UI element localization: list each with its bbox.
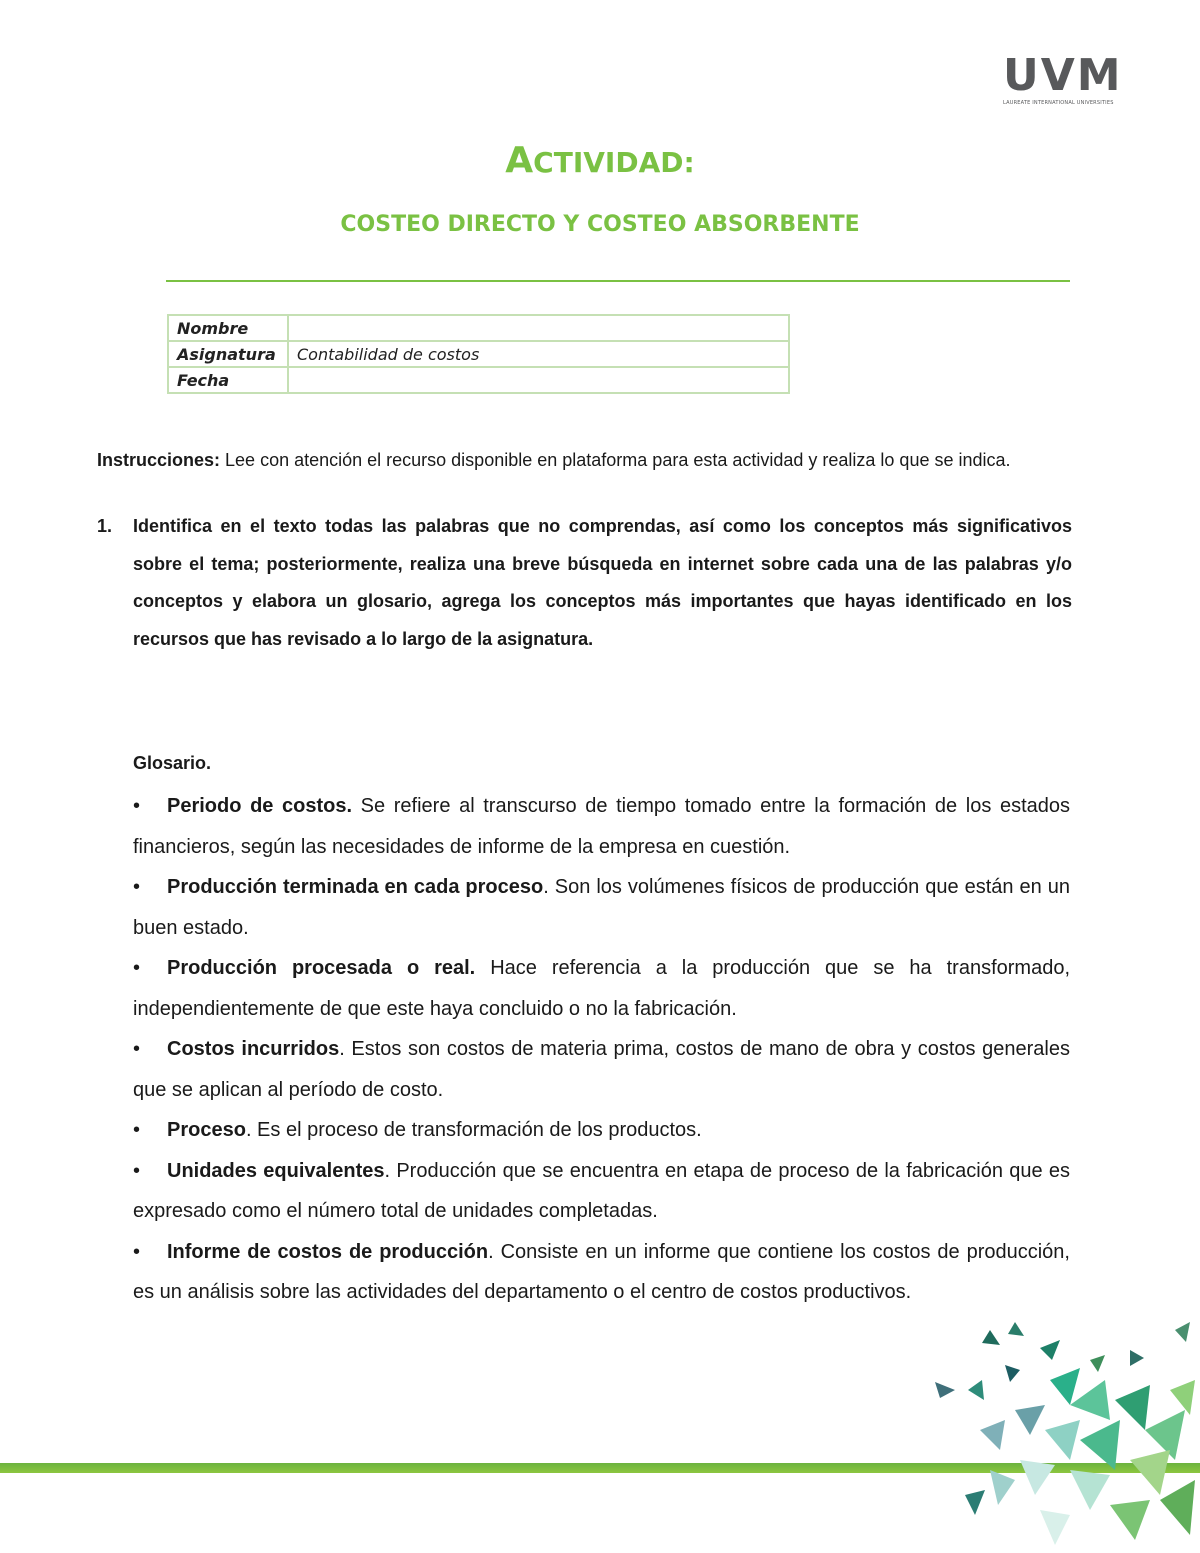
glossary-term: Producción terminada en cada proceso <box>167 876 544 898</box>
glossary-term: Unidades equivalentes <box>167 1159 385 1182</box>
glossary-list <box>133 786 1070 1313</box>
bullet: • <box>133 795 141 817</box>
info-table <box>167 314 790 394</box>
glossary-term: Costos incurridos <box>167 1038 340 1060</box>
bullet: • <box>133 1119 141 1141</box>
info-label: Asignatura <box>168 341 288 367</box>
glossary-term: Periodo de costos. <box>167 795 353 817</box>
info-row-asignatura <box>168 341 789 367</box>
glossary-definition: . Estos son costos de materia prima, costos de mano de obra y costos generales que se aplican al período de costo. <box>133 1038 1070 1101</box>
page-title <box>0 140 1200 181</box>
info-value-nombre[interactable] <box>288 315 789 341</box>
info-value-fecha[interactable] <box>288 367 789 393</box>
geometric-decoration-icon <box>920 1310 1200 1553</box>
logo-text: UVM <box>1003 50 1123 101</box>
title-rest: CTIVIDAD: <box>533 146 695 179</box>
glossary-item <box>133 1151 1070 1232</box>
glossary-definition: Hace referencia a la producción que se ha transformado, independientemente de que este haya concluido o no la fabricación. <box>133 957 1070 1020</box>
glossary-definition: . Producción que se encuentra en etapa de proceso de la fabricación que es expresado como el número total de unidades completadas. <box>133 1159 1071 1222</box>
info-row-fecha <box>168 367 789 393</box>
glossary-term: Informe de costos de producción <box>167 1240 489 1263</box>
glossary-definition: Se refiere al transcurso de tiempo tomado entre la formación de los estados financieros, según las necesidades de informe de la empresa en cuestión. <box>133 795 1070 858</box>
bullet: • <box>133 1159 141 1182</box>
task-item <box>97 508 1072 658</box>
logo-tagline: LAUREATE INTERNATIONAL UNIVERSITIES <box>1003 100 1114 106</box>
glossary-definition: . Es el proceso de transformación de los productos. <box>245 1119 702 1141</box>
bullet: • <box>133 876 141 898</box>
glossary-definition: . Consiste en un informe que contiene los costos de producción, es un análisis sobre las actividades del departamento o el centro de costos productivos. <box>133 1240 1070 1303</box>
instructions-label: Instrucciones: <box>97 450 221 470</box>
instructions-text: Lee con atención el recurso disponible en plataforma para esta actividad y realiza lo que se indica. <box>220 450 1011 470</box>
glossary-item <box>133 1232 1070 1313</box>
info-label: Nombre <box>168 315 288 341</box>
glossary-item <box>133 1029 1070 1110</box>
info-row-nombre <box>168 315 789 341</box>
glossary-definition: . Son los volúmenes físicos de producción que están en un buen estado. <box>133 876 1070 939</box>
glossary-term: Proceso <box>167 1119 246 1141</box>
title-initial: A <box>505 140 534 181</box>
glossary-item <box>133 867 1070 948</box>
bullet: • <box>133 1038 141 1060</box>
page-subtitle: COSTEO DIRECTO Y COSTEO ABSORBENTE <box>340 212 860 237</box>
uvm-logo <box>1003 50 1123 106</box>
glossary-term: Producción procesada o real. <box>167 957 476 979</box>
glossary-item <box>133 1110 1070 1151</box>
title-divider <box>166 280 1070 282</box>
bullet: • <box>133 1240 141 1263</box>
bullet: • <box>133 957 141 979</box>
glossary-title: Glosario. <box>133 753 212 773</box>
info-label: Fecha <box>168 367 288 393</box>
glossary-item <box>133 786 1070 867</box>
instructions-paragraph <box>97 446 1077 475</box>
task-number: 1. <box>97 516 113 536</box>
task-text: Identifica en el texto todas las palabras que no comprendas, así como los conceptos más significativos sobre el tema; posteriormente, realiza una breve búsqueda en internet sobre cada una de las palabras y/o conceptos y elabora un glosario, agrega los conceptos más importantes que hayas identificado en los recursos que has revisado a lo largo de la asignatura. <box>133 516 1072 649</box>
info-value-asignatura[interactable]: Contabilidad de costos <box>288 341 789 367</box>
glossary-item <box>133 948 1070 1029</box>
